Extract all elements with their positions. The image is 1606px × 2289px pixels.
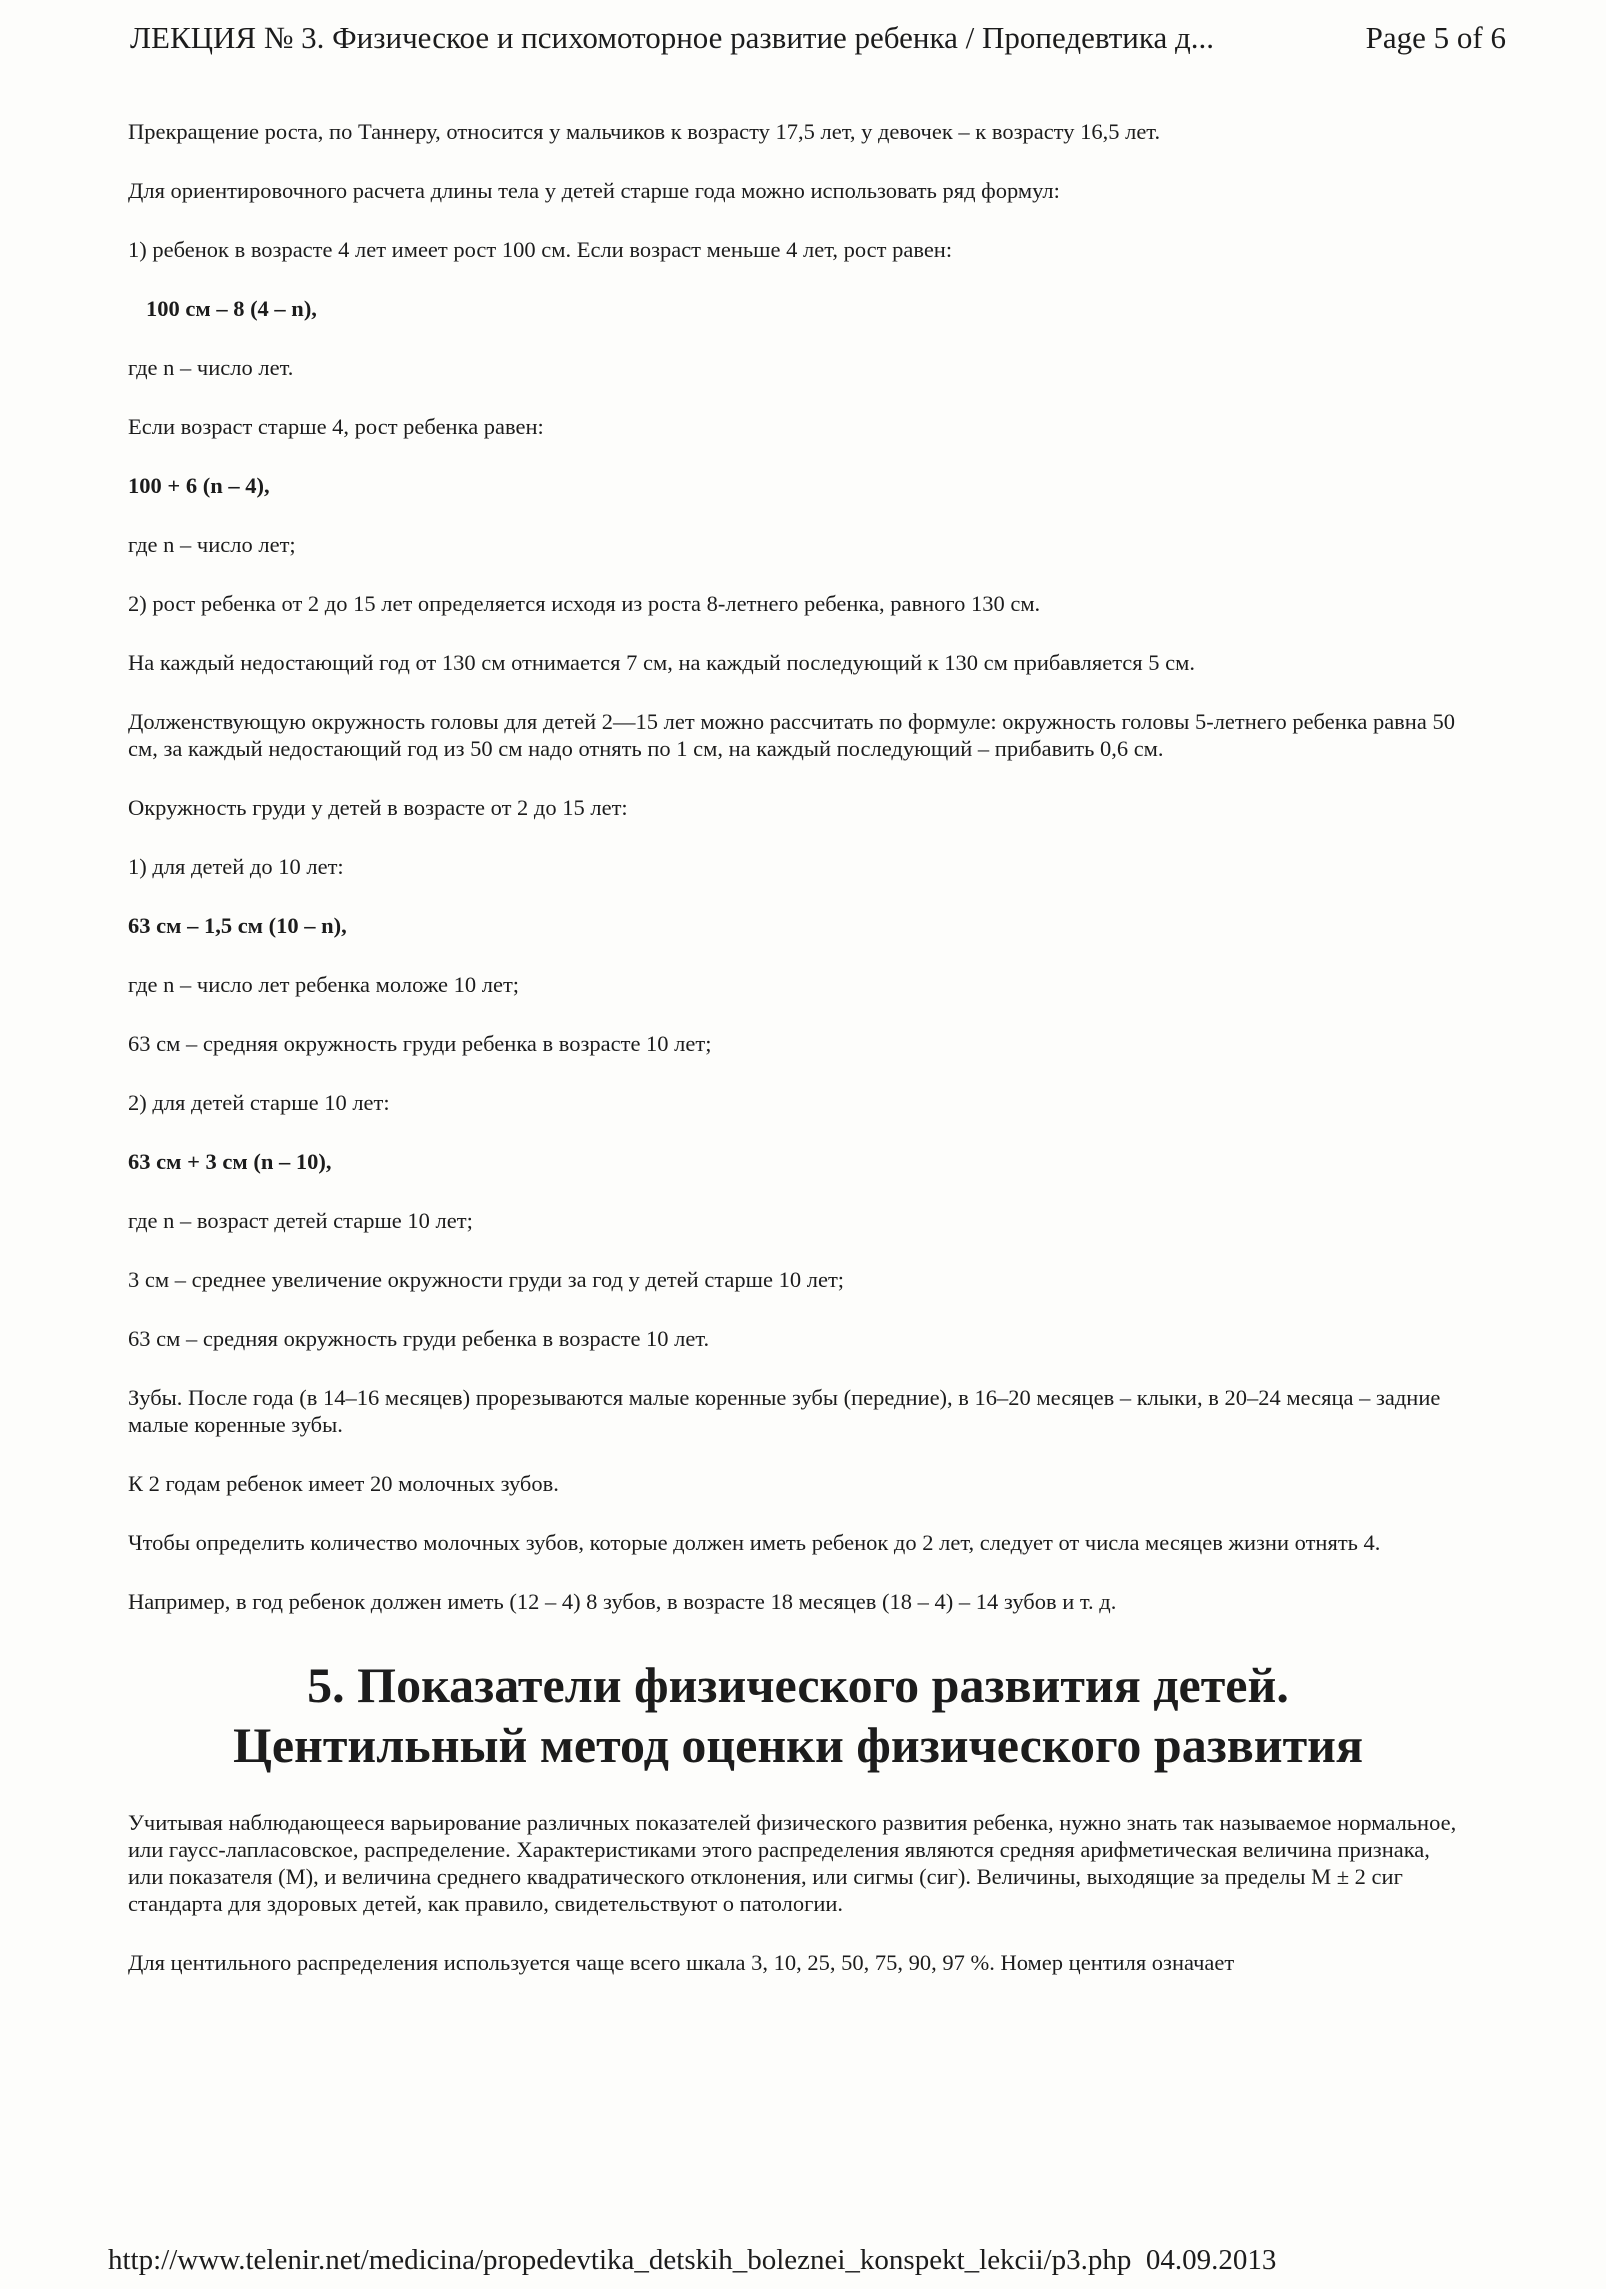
- formula: 100 см – 8 (4 – n),: [146, 296, 317, 321]
- paragraph: где n – число лет ребенка моложе 10 лет;: [128, 972, 520, 997]
- paragraph: 3 см – среднее увеличение окружности груди за год у детей старше 10 лет;: [128, 1267, 845, 1292]
- formula: 63 см – 1,5 см (10 – n),: [128, 913, 347, 938]
- page-number: Page 5 of 6: [1365, 20, 1506, 55]
- document-body: [128, 118, 1468, 2008]
- paragraph: 2) рост ребенка от 2 до 15 лет определяется исходя из роста 8-летнего ребенка, равного 130 см.: [128, 591, 1041, 616]
- paragraph: Для ориентировочного расчета длины тела у детей старше года можно использовать ряд формул:: [128, 178, 1060, 203]
- paragraph: Прекращение роста, по Таннеру, относится у мальчиков к возрасту 17,5 лет, у девочек – к возрасту 16,5 лет.: [128, 119, 1161, 144]
- paragraph: Зубы. После года (в 14–16 месяцев) прорезываются малые коренные зубы (передние), в 16–20 месяцев – клыки, в 20–24 месяца – задние малые коренные зубы.: [128, 1385, 1441, 1437]
- formula: 100 + 6 (n – 4),: [128, 473, 270, 498]
- section-title-line: 5. Показатели физического развития детей.: [307, 1657, 1289, 1713]
- paragraph: где n – возраст детей старше 10 лет;: [128, 1208, 473, 1233]
- page-footer: [108, 2244, 1276, 2277]
- footer-url: http://www.telenir.net/medicina/propedevtika_detskih_boleznei_konspekt_lekcii/p3.php: [108, 2244, 1132, 2276]
- paragraph: Окружность груди у детей в возрасте от 2 до 15 лет:: [128, 795, 628, 820]
- footer-date: 04.09.2013: [1145, 2244, 1277, 2276]
- paragraph: 1) для детей до 10 лет:: [128, 854, 344, 879]
- paragraph: Долженствующую окружность головы для детей 2—15 лет можно рассчитать по формуле: окружность головы 5-летнего ребенка равна 50 см, за каждый недостающий год из 50 см надо отнять по 1 см, на каждый последующий – прибавить 0,6 см.: [128, 709, 1455, 761]
- section-title-line: Центильный метод оценки физического развития: [232, 1717, 1364, 1773]
- paragraph: 1) ребенок в возрасте 4 лет имеет рост 100 см. Если возраст меньше 4 лет, рост равен:: [128, 237, 953, 262]
- paragraph: 2) для детей старше 10 лет:: [128, 1090, 390, 1115]
- paragraph: Например, в год ребенок должен иметь (12 – 4) 8 зубов, в возрасте 18 месяцев (18 – 4) – 14 зубов и т. д.: [128, 1589, 1117, 1614]
- paragraph: 63 см – средняя окружность груди ребенка в возрасте 10 лет;: [128, 1031, 712, 1056]
- paragraph: Чтобы определить количество молочных зубов, которые должен иметь ребенок до 2 лет, следует от числа месяцев жизни отнять 4.: [128, 1530, 1381, 1555]
- paragraph: К 2 годам ребенок имеет 20 молочных зубов.: [128, 1471, 559, 1496]
- paragraph: 63 см – средняя окружность груди ребенка в возрасте 10 лет.: [128, 1326, 710, 1351]
- paragraph: Для центильного распределения используется чаще всего шкала 3, 10, 25, 50, 75, 90, 97 %. Номер центиля означает: [128, 1950, 1235, 1975]
- section-title: [128, 1655, 1468, 1775]
- paragraph: где n – число лет;: [128, 532, 296, 557]
- header-title: ЛЕКЦИЯ № 3. Физическое и психомоторное развитие ребенка / Пропедевтика д...: [130, 20, 1214, 55]
- paragraph: где n – число лет.: [128, 355, 294, 380]
- paragraph: Если возраст старше 4, рост ребенка равен:: [128, 414, 544, 439]
- paragraph: Учитывая наблюдающееся варьирование различных показателей физического развития ребенка, нужно знать так называемое нормальное, или гаусс-лапласовское, распределение. Характеристиками этого распределения являются средняя арифметическая величина признака, или показателя (M), и величина среднего квадратического отклонения, или сигмы (сиг). Величины, выходящие за пределы M ± 2 сиг стандарта для здоровых детей, как правило, свидетельствуют о патологии.: [128, 1810, 1457, 1916]
- paragraph: На каждый недостающий год от 130 см отнимается 7 см, на каждый последующий к 130 см прибавляется 5 см.: [128, 650, 1195, 675]
- formula: 63 см + 3 см (n – 10),: [128, 1149, 332, 1174]
